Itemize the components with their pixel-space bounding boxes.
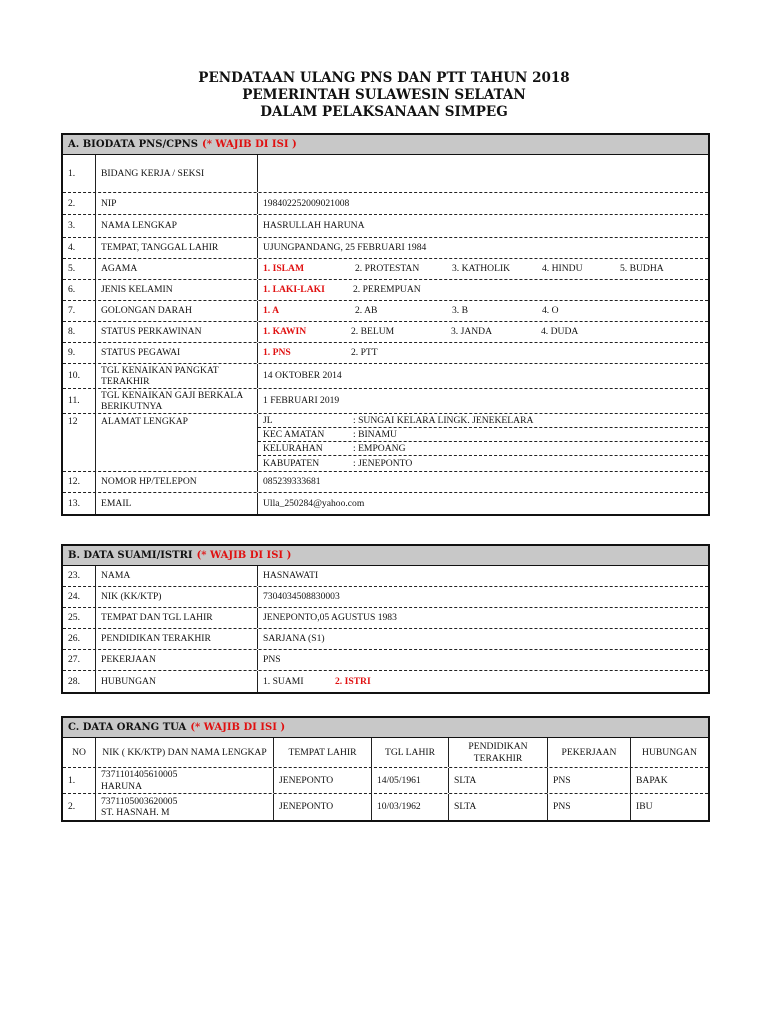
status-pegawai-option-1[interactable]: 1. PNS [263,347,291,359]
table-row [63,155,708,193]
table-row [63,650,708,671]
row-label: EMAIL [96,493,258,514]
table-row [63,215,708,238]
table-row [63,259,708,280]
table-row [63,566,708,587]
row-no: 2. [63,193,96,214]
agama-option-5[interactable]: 5. BUDHA [620,263,664,275]
table-row [63,768,708,794]
status-perkawinan-options [258,322,708,342]
row-label: NIK (KK/KTP) [96,587,258,607]
orang-tua-nik: 7371101405610005 [101,769,178,780]
row-label: STATUS PERKAWINAN [96,322,258,342]
tempat-tanggal-lahir-field[interactable]: UJUNGPANDANG, 25 FEBRUARI 1984 [263,242,427,254]
alamat-value: : SUNGAI KELARA LINGK. JENEKELARA [353,415,534,426]
table-row [63,414,708,472]
jenis-kelamin-options [258,280,708,300]
row-label: NAMA LENGKAP [96,215,258,237]
section-c-required-note: (* WAJIB DI ISI ) [190,722,286,733]
row-no: 26. [63,629,96,649]
row-label: TEMPAT, TANGGAL LAHIR [96,238,258,258]
status-perkawinan-option-2[interactable]: 2. BELUM [351,326,395,338]
section-a-heading: A. BIODATA PNS/CPNS [68,139,198,150]
row-no: 13. [63,493,96,514]
alamat-value: : BINAMU [353,429,397,440]
orang-tua-pendidikan[interactable]: SLTA [449,768,548,793]
table-row [63,238,708,259]
table-row [63,364,708,389]
row-label: NIP [96,193,258,214]
table-row [63,472,708,493]
agama-option-2[interactable]: 2. PROTESTAN [355,263,420,275]
golongan-darah-option-2[interactable]: 2. AB [355,305,378,317]
status-perkawinan-option-4[interactable]: 4. DUDA [541,326,579,338]
row-label: JENIS KELAMIN [96,280,258,300]
tgl-kenaikan-gaji-field[interactable]: 1 FEBRUARI 2019 [263,395,340,407]
column-header: NIK ( KK/KTP) DAN NAMA LENGKAP [96,738,274,767]
row-no: 2. [63,794,96,820]
golongan-darah-option-3[interactable]: 3. B [452,305,468,317]
orang-tua-nik-nama[interactable] [96,794,274,820]
section-a-header [63,135,708,155]
table-row [63,389,708,414]
orang-tua-hubungan[interactable]: BAPAK [636,774,668,786]
alamat-key: KABUPATEN [263,457,320,469]
pasangan-pendidikan-field[interactable]: SARJANA (S1) [263,633,325,645]
row-label: TGL KENAIKAN PANGKAT TERAKHIR [96,364,258,388]
alamat-key: KEC AMATAN [263,429,325,440]
hubungan-option-2[interactable]: 2. ISTRI [335,675,371,687]
table-row [63,493,708,514]
row-label: NAMA [96,566,258,586]
nip-field[interactable]: 198402252009021008 [263,197,350,209]
row-label: BIDANG KERJA / SEKSI [96,155,258,192]
row-no: 1. [63,155,96,192]
alamat-value: : JENEPONTO [353,457,413,469]
row-no: 24. [63,587,96,607]
alamat-key: KELURAHAN [263,443,323,454]
pasangan-nama-field[interactable]: HASNAWATI [263,570,319,582]
doc-title-line2: PEMERINTAH SULAWESIN SELATAN [242,87,526,103]
status-pegawai-option-2[interactable]: 2. PTT [351,347,378,359]
row-no: 9. [63,343,96,363]
section-b-heading: B. DATA SUAMI/ISTRI [68,550,193,561]
column-header: TEMPAT LAHIR [274,738,372,767]
column-header: HUBUNGAN [642,746,697,758]
row-no: 7. [63,301,96,321]
alamat-kelurahan-line[interactable] [258,442,708,456]
agama-option-4[interactable]: 4. HINDU [542,263,583,275]
section-a-required-note: (* WAJIB DI ISI ) [201,139,297,150]
orang-tua-pekerjaan[interactable]: PNS [548,794,631,820]
orang-tua-tempat-lahir[interactable]: JENEPONTO [274,768,372,793]
orang-tua-tgl-lahir[interactable]: 10/03/1962 [372,794,449,820]
pasangan-nik-field[interactable]: 7304034508830003 [263,591,340,603]
orang-tua-pendidikan[interactable]: SLTA [449,794,548,820]
table-row [63,794,708,820]
table-row [63,322,708,343]
row-label: STATUS PEGAWAI [96,343,258,363]
row-label: ALAMAT LENGKAP [96,414,258,471]
agama-options [258,259,708,279]
table-row [63,608,708,629]
golongan-darah-option-4[interactable]: 4. O [542,305,559,317]
hubungan-option-1[interactable]: 1. SUAMI [263,675,304,687]
pasangan-pekerjaan-field[interactable]: PNS [263,654,281,666]
section-a-table [61,133,710,516]
table-row [63,280,708,301]
table-row [63,629,708,650]
row-no: 23. [63,566,96,586]
orang-tua-nik: 7371105003620005 [101,795,178,807]
orang-tua-tempat-lahir[interactable]: JENEPONTO [274,794,372,820]
nomor-hp-field[interactable]: 085239333681 [263,476,321,488]
status-perkawinan-option-1[interactable]: 1. KAWIN [263,326,307,338]
tgl-kenaikan-pangkat-field[interactable]: 14 OKTOBER 2014 [263,370,342,382]
status-perkawinan-option-3[interactable]: 3. JANDA [451,326,493,338]
row-label: GOLONGAN DARAH [96,301,258,321]
row-label: TGL KENAIKAN GAJI BERKALA BERIKUTNYA [96,389,258,413]
golongan-darah-option-1[interactable]: 1. A [263,305,279,317]
table-row [63,587,708,608]
row-no: 5. [63,259,96,279]
row-no: 28. [63,671,96,692]
row-no: 25. [63,608,96,628]
jenis-kelamin-option-2[interactable]: 2. PEREMPUAN [353,284,421,296]
doc-title-line1: PENDATAAN ULANG PNS DAN PTT TAHUN 2018 [198,70,570,86]
table-row [63,343,708,364]
table-row [63,301,708,322]
row-no: 11. [63,389,96,413]
row-no: 12. [63,472,96,492]
section-b-header [63,546,708,566]
column-header: PENDIDIKAN TERAKHIR [449,738,548,767]
section-b-table [61,544,710,694]
agama-option-1[interactable]: 1. ISLAM [263,263,305,275]
row-no: 4. [63,238,96,258]
orang-tua-tgl-lahir[interactable]: 14/05/1961 [372,768,449,793]
row-no: 1. [63,768,96,793]
alamat-jalan-line[interactable] [258,414,708,428]
agama-option-3[interactable]: 3. KATHOLIK [452,263,511,275]
orang-tua-nama: ST. HASNAH. M [101,807,170,818]
row-no: 3. [63,215,96,237]
row-label: HUBUNGAN [96,671,258,692]
row-label: NOMOR HP/TELEPON [96,472,258,492]
section-c-header [63,718,708,738]
hubungan-options [258,671,708,692]
row-label: AGAMA [96,259,258,279]
orang-tua-nik-nama[interactable] [96,768,274,793]
section-c-table [61,716,710,822]
section-b-required-note: (* WAJIB DI ISI ) [196,550,292,561]
alamat-key: JL [263,415,273,426]
orang-tua-hubungan[interactable]: IBU [636,801,653,813]
row-no: 10. [63,364,96,388]
table-header-row [63,738,708,768]
row-label: PEKERJAAN [96,650,258,670]
alamat-block [258,414,708,471]
row-no: 12 [63,414,96,471]
alamat-kecamatan-line[interactable] [258,428,708,442]
status-pegawai-options [258,343,708,363]
row-no: 6. [63,280,96,300]
pasangan-ttl-field[interactable]: JENEPONTO,05 AGUSTUS 1983 [263,612,397,624]
nama-lengkap-field[interactable]: HASRULLAH HARUNA [263,220,365,232]
doc-title-line3: DALAM PELAKSANAAN SIMPEG [260,104,508,120]
column-header: PEKERJAAN [548,738,631,767]
row-label: PENDIDIKAN TERAKHIR [96,629,258,649]
row-no: 8. [63,322,96,342]
orang-tua-nama: HARUNA [101,780,143,792]
jenis-kelamin-option-1[interactable]: 1. LAKI-LAKI [263,284,325,296]
table-row [63,193,708,215]
alamat-value: : EMPOANG [353,443,406,454]
table-row [63,671,708,692]
column-header: TGL LAHIR [372,738,449,767]
column-header: NO [63,738,96,767]
email-field[interactable]: Ulla_250284@yahoo.com [263,497,365,509]
orang-tua-pekerjaan[interactable]: PNS [548,768,631,793]
row-label: TEMPAT DAN TGL LAHIR [96,608,258,628]
bidang-kerja-field[interactable] [258,155,708,192]
row-no: 27. [63,650,96,670]
section-c-heading: C. DATA ORANG TUA [68,722,187,733]
alamat-kabupaten-line[interactable] [258,456,708,470]
golongan-darah-options [258,301,708,321]
